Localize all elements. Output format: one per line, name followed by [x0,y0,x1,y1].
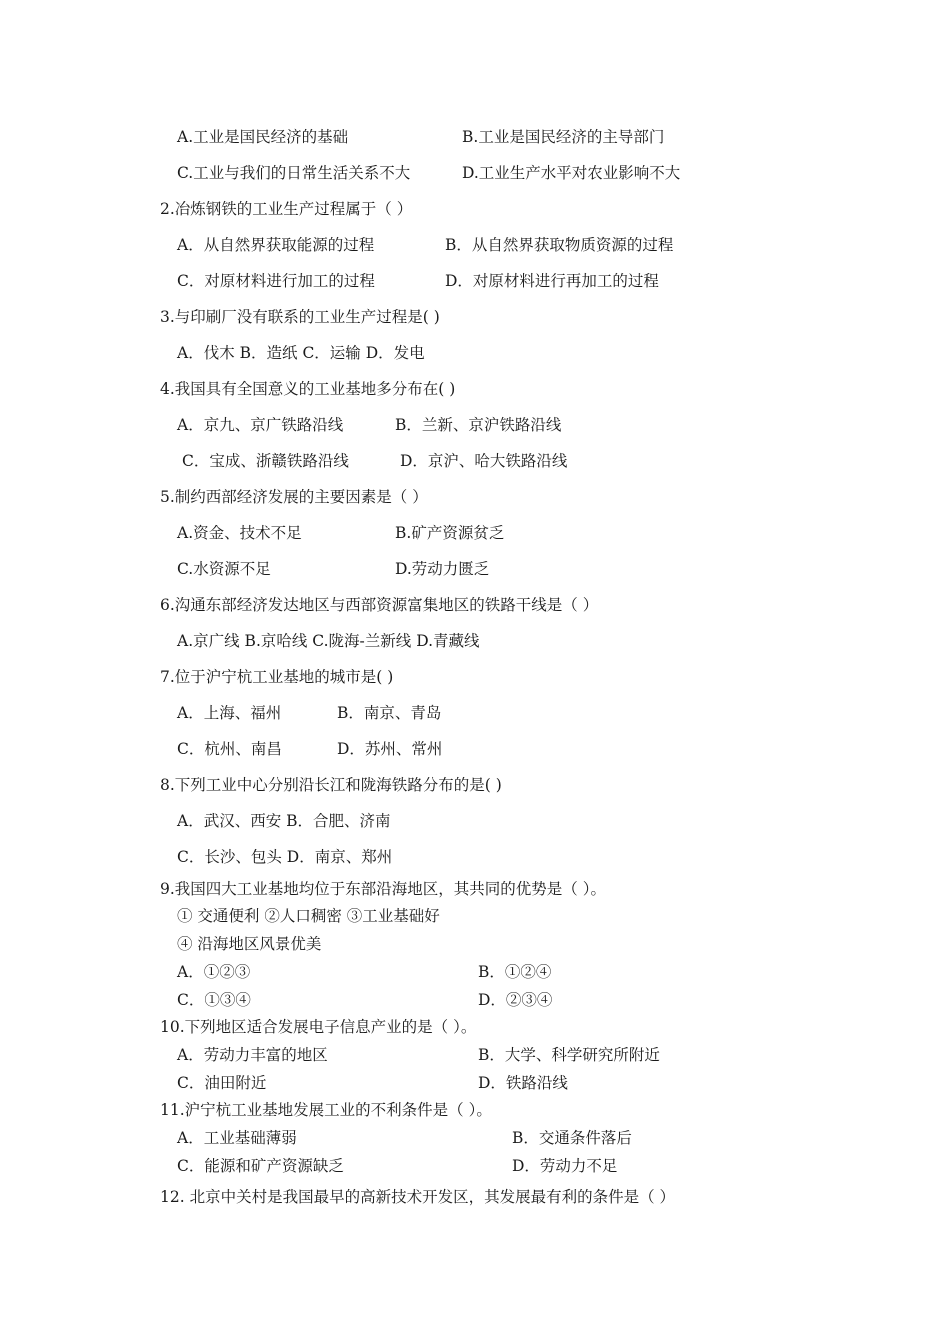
text-line: 11.沪宁杭工业基地发展工业的不利条件是（ ）。 [160,1101,492,1119]
text-line: A.工业是国民经济的基础 [177,128,349,146]
text-line: A．武汉、西安 B．合肥、济南 [177,812,391,830]
text-line: 7.位于沪宁杭工业基地的城市是( ) [160,668,394,686]
text-line: D．苏州、常州 [337,740,443,758]
text-line: A．上海、福州 [177,704,282,722]
text-line: 5.制约西部经济发展的主要因素是（ ） [160,488,428,506]
text-line: C．宝成、浙赣铁路沿线 [182,452,349,470]
text-line: C.水资源不足 [177,560,271,578]
text-line: 6.沟通东部经济发达地区与西部资源富集地区的铁路干线是（ ） [160,596,599,614]
text-line: D.劳动力匮乏 [395,560,490,578]
text-line: B．交通条件落后 [512,1129,632,1147]
text-line: A.资金、技术不足 [177,524,302,542]
text-line: D．京沪、哈大铁路沿线 [400,452,568,470]
text-line: 10.下列地区适合发展电子信息产业的是（ ）。 [160,1018,477,1036]
text-line: C．对原材料进行加工的过程 [177,272,375,290]
text-line: C．①③④ [177,991,251,1009]
text-line: B.矿产资源贫乏 [395,524,505,542]
text-line: A．劳动力丰富的地区 [177,1046,328,1064]
text-line: D.工业生产水平对农业影响不大 [462,164,681,182]
text-line: B．南京、青岛 [337,704,442,722]
text-line: B．大学、科学研究所附近 [478,1046,660,1064]
text-line: C．杭州、南昌 [177,740,282,758]
text-line: 8.下列工业中心分别沿长江和陇海铁路分布的是( ) [160,776,502,794]
text-line: A．伐木 B．造纸 C．运输 D．发电 [177,344,425,362]
text-line: D．劳动力不足 [512,1157,618,1175]
text-line: 2.冶炼钢铁的工业生产过程属于（ ） [160,200,413,218]
text-line: 12. 北京中关村是我国最早的高新技术开发区，其发展最有利的条件是（ ） [160,1188,676,1206]
text-line: A.京广线 B.京哈线 C.陇海-兰新线 D.青藏线 [177,632,480,650]
text-line: A．工业基础薄弱 [177,1129,297,1147]
text-line: A．京九、京广铁路沿线 [177,416,344,434]
text-line: 3.与印刷厂没有联系的工业生产过程是( ) [160,308,440,326]
text-line: B．从自然界获取物质资源的过程 [445,236,674,254]
text-line: C．油田附近 [177,1074,267,1092]
text-line: B．兰新、京沪铁路沿线 [395,416,562,434]
text-line: A．①②③ [177,963,251,981]
text-line: B.工业是国民经济的主导部门 [462,128,665,146]
text-line: C．长沙、包头 D．南京、郑州 [177,848,393,866]
text-line: D．对原材料进行再加工的过程 [445,272,659,290]
text-line: C．能源和矿产资源缺乏 [177,1157,344,1175]
text-line: C.工业与我们的日常生活关系不大 [177,164,411,182]
text-line: 4.我国具有全国意义的工业基地多分布在( ) [160,380,456,398]
text-line: 9.我国四大工业基地均位于东部沿海地区，其共同的优势是（ ）。 [160,880,606,898]
text-line: ④ 沿海地区风景优美 [177,935,322,953]
text-line: D．②③④ [478,991,553,1009]
text-line: B．①②④ [478,963,552,981]
text-line: A．从自然界获取能源的过程 [177,236,375,254]
text-line: ① 交通便利 ②人口稠密 ③工业基础好 [177,907,440,925]
text-line: D．铁路沿线 [478,1074,568,1092]
